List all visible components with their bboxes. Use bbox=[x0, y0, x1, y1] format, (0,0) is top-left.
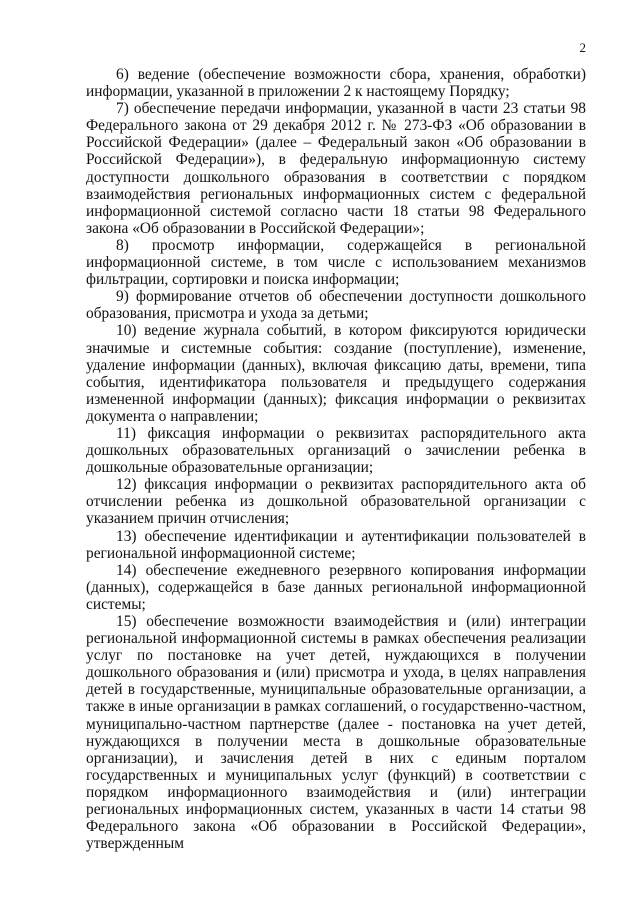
paragraph-item-11: 11) фиксация информации о реквизитах распорядительного акта дошкольных образовательных организаций о зачислении ребенка в дошкольные образовательные организации; bbox=[86, 424, 586, 477]
paragraph-item-12: 12) фиксация информации о реквизитах распорядительного акта об отчислении ребенка из дошкольной образовательной организации с указанием причин отчисления; bbox=[86, 476, 586, 528]
paragraph-item-15: 15) обеспечение возможности взаимодействия и (или) интеграции региональной информационной системы в рамках обеспечения реализации услуг по постановке на учет детей, нуждающихся в получении дошкольного образования и (или) присмотра и ухода, в целях направления детей в государственные, муниципальные образовательные организации, а также в иные организации в рамках соглашений, о государственно-частном, муниципально-частном партнерстве (далее - постановка на учет детей, нуждающихся в получении места в дошкольные образовательные организации), и зачисления детей в них с единым порталом государственных и муниципальных услуг (функций) в соответствии с порядком информационного взаимодействия и (или) интеграции региональных информационных систем, указанных в части 14 статьи 98 Федерального закона «Об образовании в Российской Федерации», утвержденным bbox=[86, 613, 586, 853]
paragraph-item-8: 8) просмотр информации, содержащейся в региональной информационной системе, в том числе с использованием механизмов фильтрации, сортировки и поиска информации; bbox=[86, 236, 586, 289]
paragraph-item-10: 10) ведение журнала событий, в котором фиксируются юридически значимые и системные события: создание (поступление), изменение, удаление информации (данных), включая фиксацию даты, времени, типа события, идентификатора пользователя и предыдущего содержания измененной информации (данных); фиксация информации о реквизитах документа о направлении; bbox=[86, 322, 586, 425]
paragraph-item-7: 7) обеспечение передачи информации, указанной в части 23 статьи 98 Федерального закона от 29 декабря 2012 г. № 273-ФЗ «Об образовании в Российской Федерации» (далее – Федеральный закон «Об образовании в Российской Федерации»), в федеральную информационную систему доступности дошкольного образования в соответствии с порядком взаимодействия региональных информационных систем с федеральной информационной системой согласно части 18 статьи 98 Федерального закона «Об образовании в Российской Федерации»; bbox=[86, 100, 586, 237]
paragraph-item-9: 9) формирование отчетов об обеспечении доступности дошкольного образования, присмотра и ухода за детьми; bbox=[86, 288, 586, 323]
paragraph-item-14: 14) обеспечение ежедневного резервного копирования информации (данных), содержащейся в базе данных региональной информационной системы; bbox=[86, 561, 586, 613]
page-number: 2 bbox=[579, 40, 586, 55]
paragraph-item-6: 6) ведение (обеспечение возможности сбора, хранения, обработки) информации, указанной в приложении 2 к настоящему Порядку; bbox=[86, 66, 586, 101]
paragraph-item-13: 13) обеспечение идентификации и аутентификации пользователей в региональной информационной системе; bbox=[86, 527, 586, 562]
document-body bbox=[86, 66, 586, 852]
